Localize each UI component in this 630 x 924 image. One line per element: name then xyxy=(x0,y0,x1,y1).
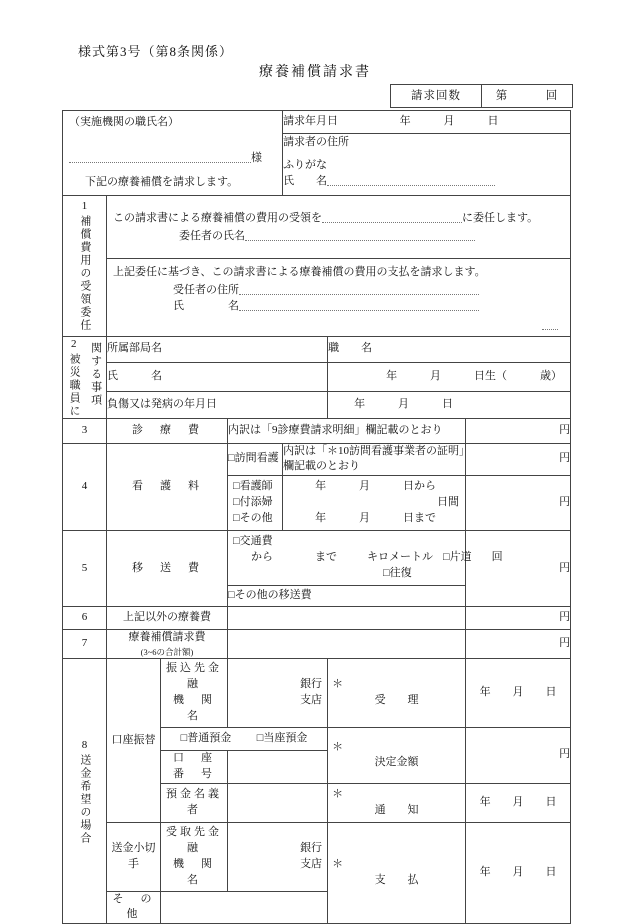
section4-label: 看 護 料 xyxy=(107,443,228,531)
section7-sublabel: (3~6の合計額) xyxy=(140,646,194,657)
bank-name-label-2: 機 関 名 xyxy=(173,694,229,723)
other-method-label: そ の 他 xyxy=(107,891,161,924)
recv-bank-input-cell[interactable] xyxy=(228,822,328,891)
section6-label: 上記以外の療養費 xyxy=(107,607,228,630)
post-cell[interactable] xyxy=(328,336,571,363)
section1-delegation-cell[interactable] xyxy=(107,195,571,258)
request-date-label: 請求年月日 xyxy=(283,115,339,128)
section2-label-cell-a xyxy=(63,336,85,418)
account-transfer-label: 口座振替 xyxy=(107,659,161,823)
bank-name-input-cell[interactable] xyxy=(228,659,328,728)
approval-notice-star: ＊ xyxy=(332,787,344,800)
bank-suffix-2: 支店 xyxy=(300,694,323,707)
approval-receipt-label: 受 理 xyxy=(374,694,419,707)
claim-count-table xyxy=(390,84,573,108)
section4-number: 4 xyxy=(63,443,107,531)
furigana-label: ふりがな xyxy=(283,158,328,171)
claim-count-value[interactable]: 第 回 xyxy=(482,85,573,108)
approval-payment-value-cell[interactable] xyxy=(466,822,571,924)
department-label: 所属部局名 xyxy=(107,342,162,355)
institution-label: （実施機関の職氏名） xyxy=(69,116,179,128)
nursing-days: 日間 xyxy=(437,496,460,509)
approval-notice-label-cell xyxy=(328,783,466,822)
approval-receipt-value-cell[interactable] xyxy=(466,659,571,728)
section3-label: 診 療 費 xyxy=(107,418,228,443)
other-transport-checkbox[interactable]: □その他の移送費 xyxy=(228,586,466,607)
section7-label: 療養補償請求費 xyxy=(128,631,206,643)
section7-unit: 円 xyxy=(559,637,571,650)
injury-date-value: 年 月 日 xyxy=(354,397,454,410)
section6-number: 6 xyxy=(63,607,107,630)
claim-count-label: 請求回数 xyxy=(391,85,482,108)
birth-date-cell[interactable] xyxy=(328,363,571,392)
form-number: 様式第3号（第8条関係） xyxy=(78,44,234,59)
request-date-value: 年 月 日 xyxy=(399,115,499,128)
trustee-name-label: 氏 名 xyxy=(173,299,239,312)
victim-name-cell[interactable] xyxy=(107,363,328,392)
claimant-name-cell[interactable] xyxy=(283,152,571,195)
section4-period-cell[interactable] xyxy=(283,476,466,531)
recv-suffix-1: 銀行 xyxy=(300,841,323,854)
account-number-input[interactable] xyxy=(228,751,328,784)
account-holder-label: 預金名義者 xyxy=(161,783,228,822)
main-form-table xyxy=(62,110,571,924)
section2-vertical-label-1: 被災職員に xyxy=(68,352,81,418)
bank-name-label-1: 振込先金融 xyxy=(166,662,222,691)
bank-name-label-cell xyxy=(161,659,228,728)
approval-amount-star: ＊ xyxy=(332,740,344,753)
section1-line1a: この請求書による療養補償の費用の受領を xyxy=(113,211,322,224)
bank-suffix-1: 銀行 xyxy=(300,678,323,691)
section4-row1-unit: 円 xyxy=(559,452,571,465)
approval-payment-label-cell xyxy=(328,822,466,924)
injury-date-label-cell xyxy=(107,391,328,418)
claimant-address-cell[interactable] xyxy=(283,134,571,152)
request-date-cell[interactable] xyxy=(283,111,571,134)
section7-number: 7 xyxy=(63,630,107,659)
transport-km: キロメートル xyxy=(367,551,433,564)
section6-input-cell[interactable] xyxy=(228,607,466,630)
section7-amount-cell[interactable] xyxy=(466,630,571,659)
nursing-to: 年 月 日まで xyxy=(315,512,437,525)
approval-receipt-label-cell xyxy=(328,659,466,728)
approval-amount-label-cell xyxy=(328,728,466,784)
section6-unit: 円 xyxy=(559,611,571,624)
section3-note-cell xyxy=(228,418,466,443)
nursing-from: 年 月 日から xyxy=(315,480,437,493)
other-nursing-checkbox[interactable]: □その他 xyxy=(233,512,273,525)
recv-bank-label-2: 機 関 名 xyxy=(173,857,229,886)
section5-amount-cell[interactable] xyxy=(466,531,571,607)
entruster-name-label: 委任者の氏名 xyxy=(179,229,245,242)
approval-amount-label: 決定金額 xyxy=(374,756,419,769)
section1-number: 1 xyxy=(81,200,88,213)
section7-label-cell xyxy=(107,630,228,659)
section1-line1b: に委任します。 xyxy=(462,211,539,224)
transport-times: 回 xyxy=(491,551,503,564)
approval-amount-value: 円 xyxy=(559,748,571,761)
approval-notice-value-cell[interactable] xyxy=(466,783,571,822)
injury-date-cell[interactable] xyxy=(328,391,571,418)
section6-amount-cell[interactable] xyxy=(466,607,571,630)
section1-vertical-label: 補償費用の受領委任 xyxy=(78,215,91,333)
section8-number: 8 xyxy=(81,738,88,751)
claimant-name-label: 氏 名 xyxy=(283,174,328,187)
victim-name-label: 氏 名 xyxy=(107,370,162,383)
transport-fee-checkbox[interactable]: □交通費 xyxy=(233,535,273,548)
section1-line2: 上記委任に基づき、この請求書による療養補償の費用の支払を請求します。 xyxy=(113,265,486,278)
approval-notice-value: 年 月 日 xyxy=(479,795,557,808)
approval-receipt-value: 年 月 日 xyxy=(479,686,557,699)
section8-vertical-label: 送金希望の場合 xyxy=(78,753,91,845)
section4-checkbox-group[interactable] xyxy=(228,476,283,531)
document-title: 療養補償請求書 xyxy=(259,65,371,80)
account-number-label: 口 座 番 号 xyxy=(161,751,228,784)
birth-date-value: 年 月 日生（ 歳） xyxy=(386,370,563,383)
current-deposit-checkbox[interactable]: □当座預金 xyxy=(256,732,308,745)
section2-vertical-label-2: 関する事項 xyxy=(89,341,102,407)
trustee-address-label: 受任者の住所 xyxy=(173,283,239,296)
nurse-checkbox[interactable]: □看護師 xyxy=(233,480,273,493)
section3-unit: 円 xyxy=(559,423,571,436)
account-holder-input[interactable] xyxy=(228,783,328,822)
attendant-checkbox[interactable]: □付添婦 xyxy=(233,496,273,509)
section3-amount-cell[interactable] xyxy=(466,418,571,443)
transport-from: から xyxy=(251,551,273,564)
section7-input-cell[interactable] xyxy=(228,630,466,659)
section4-row1-amount-cell[interactable] xyxy=(466,443,571,476)
section4-row2-amount-cell[interactable] xyxy=(466,476,571,531)
claimant-address-label: 請求者の住所 xyxy=(283,136,350,149)
approval-receipt-star: ＊ xyxy=(332,678,344,691)
deposit-type-cell[interactable] xyxy=(161,728,328,751)
section1-label-cell xyxy=(63,195,107,336)
recv-bank-label-1: 受取先金融 xyxy=(166,825,222,854)
section3-note: 内訳は「9診療費請求明細」欄記載のとおり xyxy=(228,423,443,436)
section1-payment-cell[interactable] xyxy=(107,258,571,336)
ordinary-deposit-checkbox[interactable]: □普通預金 xyxy=(180,732,232,745)
approval-notice-label: 通 知 xyxy=(374,803,419,816)
institution-cell[interactable] xyxy=(63,111,283,196)
oneway-checkbox[interactable]: □片道 xyxy=(443,551,472,564)
department-cell[interactable] xyxy=(107,336,328,363)
approval-payment-label: 支 払 xyxy=(374,874,419,887)
section5-label: 移 送 費 xyxy=(107,531,228,607)
post-label: 職 名 xyxy=(328,342,373,355)
section2-number: 2 xyxy=(71,337,77,350)
section5-unit: 円 xyxy=(559,561,571,574)
approval-payment-star: ＊ xyxy=(332,858,344,871)
roundtrip-checkbox[interactable]: □往復 xyxy=(383,567,412,580)
section5-number: 5 xyxy=(63,531,107,607)
transport-to: まで xyxy=(315,551,337,564)
recv-suffix-2: 支店 xyxy=(300,857,323,870)
remittance-check-label: 送金小切手 xyxy=(107,822,161,891)
other-method-input[interactable] xyxy=(161,891,328,924)
injury-date-label: 負傷又は発病の年月日 xyxy=(107,397,217,410)
recv-bank-label-cell xyxy=(161,822,228,891)
section3-number: 3 xyxy=(63,418,107,443)
section4-note: 内訳は「＊10訪問看護事業者の証明」欄記載のとおり xyxy=(283,443,466,476)
section4-row2-unit: 円 xyxy=(559,496,571,509)
approval-amount-value-cell[interactable] xyxy=(466,728,571,784)
section8-label-cell xyxy=(63,659,107,924)
approval-payment-value: 年 月 日 xyxy=(479,866,557,879)
section5-transport-cell[interactable] xyxy=(228,531,503,586)
sama-label: 様 xyxy=(251,151,262,164)
request-sentence: 下記の療養補償を請求します。 xyxy=(85,175,239,188)
visiting-nursing-checkbox[interactable]: □訪問看護 xyxy=(228,443,283,476)
